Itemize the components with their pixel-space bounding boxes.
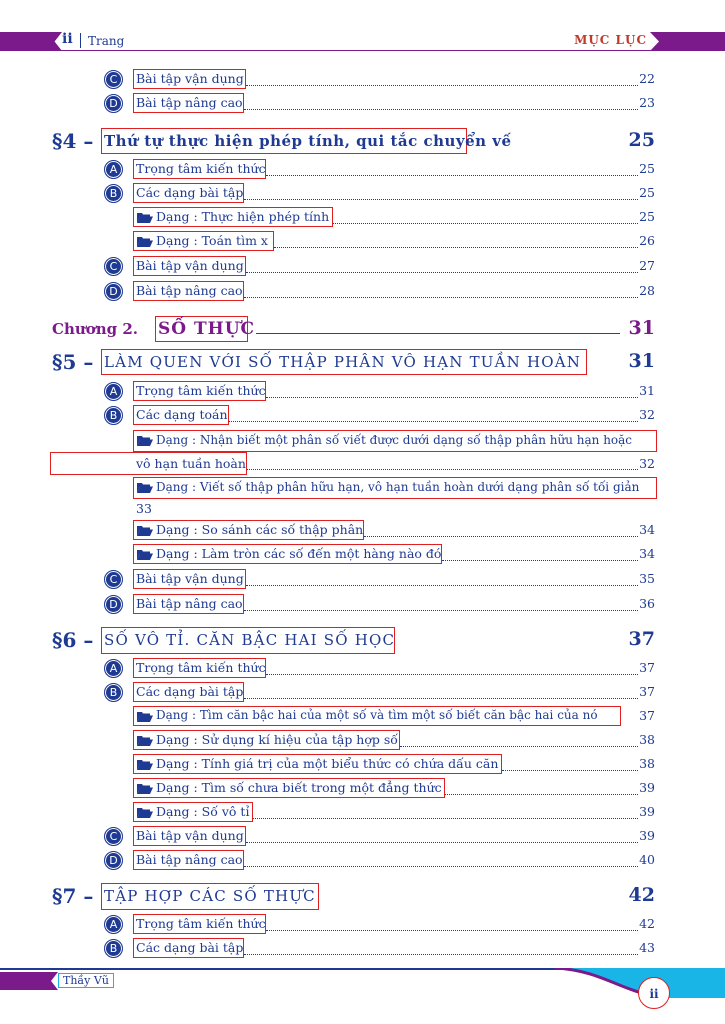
leader-dots [244,954,638,955]
toc-entry-label[interactable]: Các dạng bài tập [136,185,244,200]
toc-entry[interactable] [0,707,725,729]
leader-dots [246,272,638,273]
letter-badge-icon: D [104,282,123,301]
chapter-rule [256,333,620,334]
leader-dots [244,866,638,867]
toc-entry[interactable] [0,382,725,404]
leader-dots [246,585,638,586]
toc-entry[interactable] [0,282,725,304]
toc-entry-label[interactable]: Dạng : Nhận biết một phân số viết được dưới dạng số thập phân hữu hạn hoặc [156,433,633,447]
letter-badge-icon: A [104,382,123,401]
toc-entry-label[interactable]: Bài tập nâng cao [136,95,243,110]
toc-entry-page: 38 [639,732,655,747]
toc-entry-label[interactable]: Dạng : Sử dụng kí hiệu của tập hợp số [156,732,398,747]
leader-dots [244,109,638,110]
letter-badge-icon: D [104,595,123,614]
toc-entry[interactable] [0,70,725,92]
toc-entry[interactable] [0,94,725,116]
toc-entry-page: 32 [639,407,655,422]
toc-entry-label[interactable]: Dạng : Tìm căn bậc hai của một số và tìm một số biết căn bậc hai của nó [156,708,598,722]
toc-chapter[interactable] [0,316,725,342]
toc-entry-page: 28 [639,283,655,298]
section-page: 25 [628,129,655,151]
toc-entry[interactable] [0,257,725,279]
leader-dots [266,930,638,931]
toc-entry-label[interactable]: Trọng tâm kiến thức [136,383,266,398]
toc-entry-label[interactable]: Dạng : Số vô tỉ [156,804,250,819]
leader-dots [244,199,638,200]
leader-dots [246,842,638,843]
leader-dots [266,397,638,398]
toc-entry[interactable] [0,659,725,681]
toc-entry-page: 22 [639,71,655,86]
toc-entry-label[interactable]: Bài tập vận dụng [136,828,244,843]
toc-entry-page: 34 [639,522,655,537]
toc-section[interactable] [0,128,725,154]
leader-dots [400,746,638,747]
letter-badge-icon: B [104,184,123,203]
toc-entry-page: 32 [639,456,655,471]
leader-dots [253,818,638,819]
toc-entry[interactable] [0,570,725,592]
header-trang-label: Trang [88,34,125,48]
toc-entry-label[interactable]: Các dạng bài tập [136,940,244,955]
toc-entry-page: 43 [639,940,655,955]
toc-entry[interactable] [0,731,725,753]
toc-entry-label[interactable]: Dạng : So sánh các số thập phân [156,522,364,537]
toc-entry-page: 31 [639,383,655,398]
toc-entry[interactable] [0,232,725,254]
toc-entry[interactable] [0,939,725,961]
section-page: 31 [628,350,655,372]
section-page: 42 [628,884,655,906]
header-left-ribbon [0,32,62,51]
leader-dots [445,794,638,795]
toc-section[interactable] [0,627,725,654]
letter-badge-icon: B [104,406,123,425]
toc-entry[interactable] [0,521,725,543]
toc-entry-label[interactable]: Dạng : Toán tìm x [156,233,268,248]
toc-entry-page: 23 [639,95,655,110]
leader-dots [244,610,638,611]
toc-entry[interactable] [0,755,725,777]
toc-entry[interactable] [0,683,725,705]
letter-badge-icon: C [104,827,123,846]
section-title[interactable]: SỐ VÔ TỈ. CĂN BẬC HAI SỐ HỌC [104,631,396,649]
leader-dots [442,560,638,561]
toc-entry[interactable] [0,406,725,428]
toc-entry[interactable] [0,184,725,206]
letter-badge-icon: D [104,851,123,870]
toc-entry-label[interactable]: Dạng : Thực hiện phép tính [156,209,330,224]
section-number: §7 – [52,884,94,908]
leader-dots [244,297,638,298]
toc-entry-page: 33 [136,501,152,516]
letter-badge-icon: D [104,94,123,113]
section-title[interactable]: TẬP HỢP CÁC SỐ THỰC [104,887,316,905]
toc-entry[interactable] [0,430,725,476]
leader-dots [274,247,638,248]
toc-entry-page: 42 [639,916,655,931]
letter-badge-icon: A [104,659,123,678]
header-title: MỤC LỤC [574,33,647,47]
letter-badge-icon: C [104,257,123,276]
letter-badge-icon: C [104,570,123,589]
toc-entry[interactable] [0,477,725,519]
toc-section[interactable] [0,883,725,910]
toc-entry[interactable] [0,779,725,801]
toc-entry[interactable] [0,208,725,230]
toc-entry-label[interactable]: Dạng : Viết số thập phân hữu hạn, vô hạn tuần hoàn dưới dạng phân số tối giản [156,480,640,494]
toc-section[interactable] [0,349,725,375]
toc-entry-label[interactable]: Các dạng bài tập [136,684,244,699]
toc-entry[interactable] [0,803,725,825]
section-title[interactable]: LÀM QUEN VỚI SỐ THẬP PHÂN VÔ HẠN TUẦN HOÀN [104,353,582,371]
letter-badge-icon: C [104,70,123,89]
chapter-label: Chương 2. [52,320,139,338]
toc-entry-page: 37 [639,708,655,723]
footer-left-ribbon [0,972,58,990]
toc-entry-page: 39 [639,804,655,819]
toc-entry-page: 35 [639,571,655,586]
toc-entry-page: 37 [639,660,655,675]
chapter-page: 31 [628,317,655,339]
leader-dots [247,469,638,470]
leader-dots [333,223,638,224]
toc-entry-label[interactable]: Các dạng toán [136,407,228,422]
letter-badge-icon: A [104,160,123,179]
footer-author: Thầy Vũ [58,973,114,988]
toc-entry-label[interactable]: Bài tập vận dụng [136,571,244,586]
section-title[interactable]: Thứ tự thực hiện phép tính, qui tắc chuyển vế [104,132,512,150]
toc-entry-page: 38 [639,756,655,771]
toc-entry-label[interactable]: Bài tập nâng cao [136,852,243,867]
toc-entry[interactable] [0,160,725,182]
toc-entry-page: 25 [639,161,655,176]
letter-badge-icon: B [104,939,123,958]
toc-entry[interactable] [0,915,725,937]
toc-entry-label-continued[interactable]: vô hạn tuần hoàn [136,456,246,471]
toc-entry-label[interactable]: Dạng : Tính giá trị của một biểu thức có chứa dấu căn [156,756,499,771]
section-number: §4 – [52,129,94,153]
toc-entry-page: 39 [639,828,655,843]
toc-entry-page: 25 [639,209,655,224]
header-separator [80,33,81,48]
header-rule [0,50,725,51]
section-number: §5 – [52,350,94,374]
toc-entry[interactable] [0,595,725,617]
toc-entry-label[interactable]: Bài tập vận dụng [136,71,244,86]
toc-entry-page: 27 [639,258,655,273]
toc-entry-page: 40 [639,852,655,867]
section-number: §6 – [52,628,94,652]
toc-entry[interactable] [0,827,725,849]
toc-entry-label[interactable]: Dạng : Làm tròn các số đến một hàng nào đó [156,546,442,561]
header-page-number: ii [62,31,73,47]
toc-entry-page: 37 [639,684,655,699]
toc-entry-label[interactable]: Trọng tâm kiến thức [136,161,266,176]
toc-entry[interactable] [0,851,725,873]
leader-dots [246,85,638,86]
toc-entry-page: 25 [639,185,655,200]
section-page: 37 [628,628,655,650]
toc-entry-label[interactable]: Dạng : Tìm số chưa biết trong một đẳng thức [156,780,442,795]
leader-dots [244,698,638,699]
toc-entry-label[interactable]: Bài tập nâng cao [136,283,243,298]
leader-dots [266,674,638,675]
toc-entry-page: 34 [639,546,655,561]
letter-badge-icon: A [104,915,123,934]
chapter-title[interactable]: SỐ THỰC [158,319,256,339]
toc-entry-label[interactable]: Trọng tâm kiến thức [136,660,266,675]
toc-entry[interactable] [0,545,725,567]
toc-entry-label[interactable]: Bài tập nâng cao [136,596,243,611]
toc-entry-page: 39 [639,780,655,795]
toc-entry-label[interactable]: Trọng tâm kiến thức [136,916,266,931]
header-right-ribbon [650,32,725,51]
leader-dots [266,175,638,176]
letter-badge-icon: B [104,683,123,702]
toc-entry-page: 36 [639,596,655,611]
leader-dots [364,536,638,537]
toc-entry-label[interactable]: Bài tập vận dụng [136,258,244,273]
leader-dots [229,421,638,422]
toc-entry-page: 26 [639,233,655,248]
footer-page-number: ii [638,977,670,1009]
